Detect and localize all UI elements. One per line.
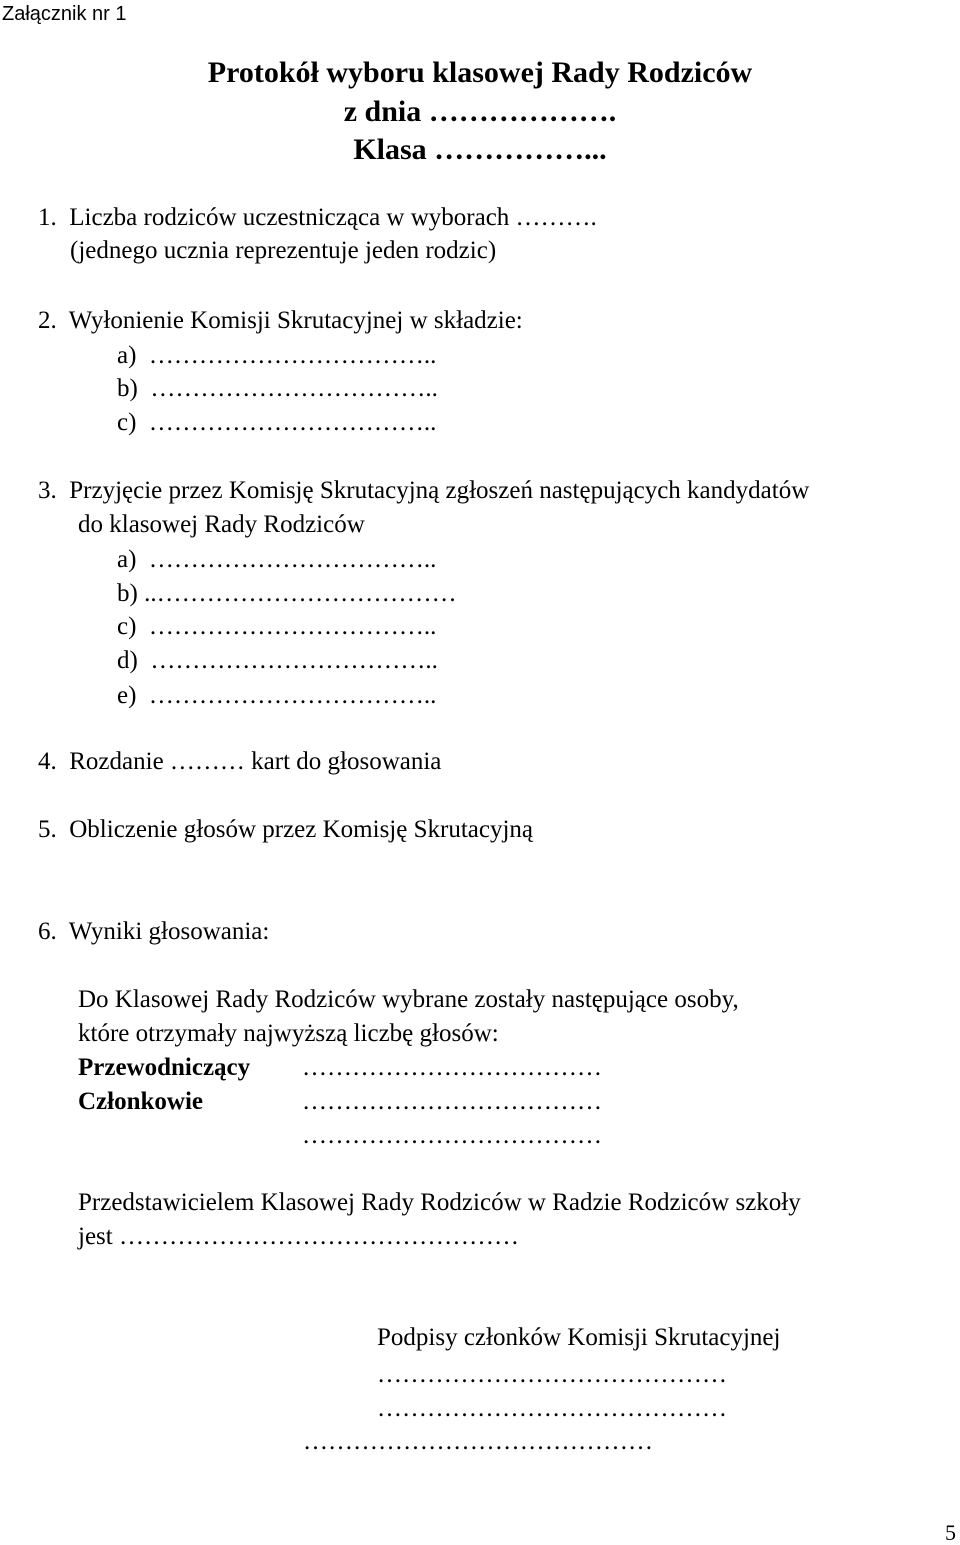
item-2-heading: 2. Wyłonienie Komisji Skrutacyjnej w składzie: — [38, 307, 523, 334]
item-2-member-a: a) …………………………….. — [117, 342, 437, 369]
item-3-candidate-d: d) …………………………….. — [117, 647, 438, 674]
results-paragraph-line2: które otrzymały najwyższą liczbę głosów: — [78, 1020, 499, 1047]
item-3-candidate-b: b) ..……………………………… — [117, 580, 457, 607]
members-dots-2: ……………………………… — [302, 1122, 602, 1149]
item-3-candidate-e: e) …………………………….. — [117, 682, 437, 709]
members-label: Członkowie — [78, 1088, 203, 1115]
signature-line-3: …………………………………… — [303, 1428, 653, 1455]
representative-line2: jest ………………………………………… — [78, 1223, 519, 1250]
signature-line-1: …………………………………… — [377, 1361, 727, 1388]
item-2-member-b: b) …………………………….. — [117, 375, 438, 402]
item-2-member-c: c) …………………………….. — [117, 409, 437, 436]
item-1-text: 1. Liczba rodziców uczestnicząca w wyborach ………. — [38, 204, 597, 231]
signatures-heading: Podpisy członków Komisji Skrutacyjnej — [377, 1324, 781, 1351]
item-3-candidate-a: a) …………………………….. — [117, 546, 437, 573]
item-6-heading: 6. Wyniki głosowania: — [38, 918, 270, 945]
chairperson-label: Przewodniczący — [78, 1054, 251, 1081]
document-title: Protokół wyboru klasowej Rady Rodziców — [207, 56, 753, 89]
date-line: z dnia ………………. — [343, 95, 617, 128]
item-3-heading: 3. Przyjęcie przez Komisję Skrutacyjną zgłoszeń następujących kandydatów — [38, 477, 810, 504]
item-3-heading-cont: do klasowej Rady Rodziców — [78, 511, 365, 538]
chairperson-dots: ……………………………… — [302, 1054, 602, 1081]
item-1-note: (jednego ucznia reprezentuje jeden rodzic) — [70, 237, 497, 264]
signature-line-2: …………………………………… — [377, 1395, 727, 1422]
item-5-text: 5. Obliczenie głosów przez Komisję Skrutacyjną — [38, 816, 533, 843]
results-paragraph-line1: Do Klasowej Rady Rodziców wybrane zostały następujące osoby, — [78, 986, 739, 1013]
class-line: Klasa ……………... — [353, 133, 607, 166]
page-number: 5 — [945, 1520, 956, 1545]
members-dots-1: ……………………………… — [302, 1088, 602, 1115]
item-3-candidate-c: c) …………………………….. — [117, 613, 437, 640]
representative-line1: Przedstawicielem Klasowej Rady Rodziców w Radzie Rodziców szkoły — [78, 1189, 801, 1216]
item-4-text: 4. Rozdanie ……… kart do głosowania — [38, 748, 442, 775]
attachment-label: Załącznik nr 1 — [2, 3, 127, 25]
